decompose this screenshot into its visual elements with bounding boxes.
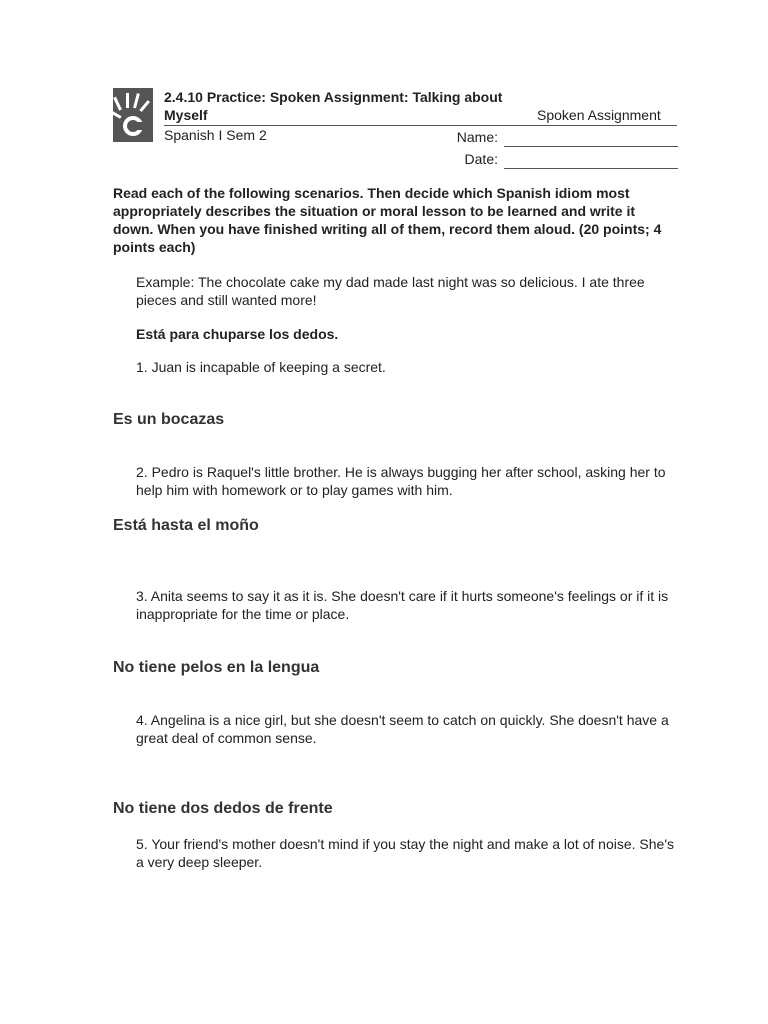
- answer-2: Está hasta el moño: [113, 517, 259, 534]
- example-answer: Está para chuparse los dedos.: [136, 326, 339, 342]
- course-subtitle: Spanish I Sem 2: [164, 127, 267, 143]
- question-2: 2. Pedro is Raquel's little brother. He is always bugging her after school, asking her to help him with homework or to play games with him.: [136, 464, 666, 498]
- question-3: 3. Anita seems to say it as it is. She doesn't care if it hurts someone's feelings or if it is inappropriate for the time or place.: [136, 588, 669, 622]
- answer-3: No tiene pelos en la lengua: [113, 659, 320, 676]
- question-4: 4. Angelina is a nice girl, but she doesn't seem to catch on quickly. She doesn't have a great deal of common sense.: [136, 712, 669, 746]
- sunburst-logo-icon: [113, 88, 153, 142]
- assignment-type: Spoken Assignment: [537, 107, 661, 123]
- answer-4: No tiene dos dedos de frente: [113, 800, 333, 817]
- example-scenario: Example: The chocolate cake my dad made last night was so delicious. I ate three pieces and still wanted more!: [136, 274, 645, 308]
- answer-1: Es un bocazas: [113, 411, 225, 428]
- instructions: Read each of the following scenarios. Then decide which Spanish idiom most appropriately describes the situation or moral lesson to be learned and write it down. When you have finished writing all of them, record them aloud. (20 points; 4 points each): [113, 185, 662, 255]
- date-field[interactable]: [504, 168, 678, 169]
- header-divider: [164, 125, 677, 126]
- date-label: Date:: [464, 151, 498, 167]
- question-1: 1. Juan is incapable of keeping a secret.: [136, 359, 386, 375]
- question-5: 5. Your friend's mother doesn't mind if you stay the night and make a lot of noise. She's a very deep sleeper.: [136, 836, 675, 870]
- name-label: Name:: [456, 129, 498, 145]
- assignment-title: 2.4.10 Practice: Spoken Assignment: Talking about Myself: [164, 89, 503, 123]
- name-field[interactable]: [504, 146, 678, 147]
